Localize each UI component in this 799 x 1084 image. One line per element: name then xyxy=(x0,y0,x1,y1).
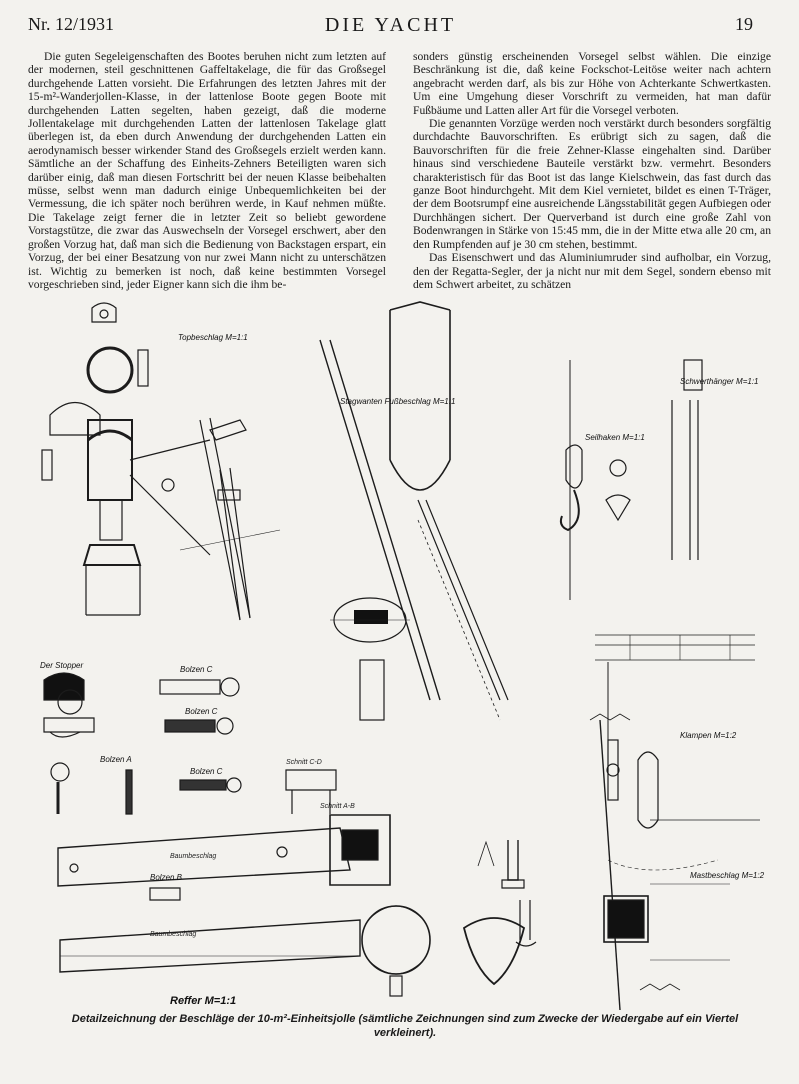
schwerthaenger-drawing xyxy=(561,360,759,772)
page-header xyxy=(28,14,753,40)
stopper-drawing xyxy=(40,661,94,737)
label-klampen: Klampen M=1:2 xyxy=(680,731,737,740)
label-mastbeschlag: Mastbeschlag M=1:2 xyxy=(690,871,765,880)
figure-caption: Detailzeichnung der Beschläge der 10-m²-Einheitsjolle (sämtliche Zeichnungen sind zum Zwecke der Wiedergabe auf ein Viertel verkleinert). xyxy=(71,1013,739,1039)
label-reffer: Reffer M=1:1 xyxy=(170,995,237,1007)
article-column-left xyxy=(28,50,386,291)
label-schnitt-ab: Schnitt A-B xyxy=(320,803,355,810)
paragraph: Die guten Segeleigenschaften des Bootes beruhen nicht zum letzten auf der modernen, steil geschnittenen Gaffeltakelage, die für das Großsegel durchgehende Latten vorsieht. Die Erfahrungen des letzten Jahres mit der 15-m²-Wanderjollen-Klasse, in der lattenlose Boote gegen Boote mit durchgehenden Latten segelten, haben gezeigt, daß die moderne Jollentakelage mit durchgehenden Latten der lattenlosen Takelage glatt überlegen ist, da eben durch Anwendung der durchgehenden Latten ein aerodynamisch besser wirkender Stand des Großsegels erzielt werden kann. Sämtliche an der Schaffung des Einheits-Zehners Beteiligten waren sich darüber einig, daß man diesen Fortschritt bei der neuen Klasse beibehalten müsse, selbst wenn man dadurch einige Unbequemlichkeiten bei der Vermessung, die ich später noch berühren werde, in Kauf nehmen müßte. Die Takelage zeigt ferner die in letzter Zeit so beliebt gewordene Vorstagstütze, die zwar das Auswechseln der Vorsegel erschwert, aber den großen Vorzug hat, daß man sich die Bedienung von Backstagen erspart, ein Vorzug, der bei einer Besatzung von nur zwei Mann nicht zu unterschätzen ist. Wichtig zu bemerken ist noch, daß keine bestimmten Vorsegel vorgeschrieben sind, jeder Eigner kann sich die ihm be- xyxy=(28,50,386,291)
label-stagwanten: Stagwanten Fußbeschlag M=1:1 xyxy=(340,397,456,406)
label-schnitt-cd: Schnitt C-D xyxy=(286,759,322,766)
klampen-mastbeschlag-drawing xyxy=(590,714,765,1010)
paragraph: sonders günstig erscheinenden Vorsegel selbst wählen. Die einzige Beschränkung ist die, daß keine Fockschot-Leitöse weiter nach achtern angebracht werden darf, als bis zur Höhe von Achterkante Schwertkasten. Um eine Umgehung dieser Vorschrift zu vermeiden, hat man dafür Fußbäume und Latten aller Art für die Vorsegel verboten. xyxy=(413,50,771,117)
label-baumbeschlag-2: Baumbeschlag xyxy=(150,931,197,938)
label-baumbeschlag: Baumbeschlag xyxy=(170,853,217,860)
label-bolzen-c-2: Bolzen C xyxy=(185,707,218,716)
label-der-stopper: Der Stopper xyxy=(40,661,84,670)
paragraph: Die genannten Vorzüge werden noch verstärkt durch besonders sorgfältig durchdachte Bauvorschriften. Es erübrigt sich zu sagen, daß die Bauvorschriften für die freie Zehner-Klasse eingehalten sind. Darüber hinaus sind verschiedene Bauteile verstärkt bzw. vermehrt. Besonders charakteristisch für das Boot ist das lange Kielschwein, das fast durch das ganze Boot hindurchgeht. Mit dem Kiel vernietet, bildet es einen T-Träger, der dem Bootsrumpf eine ausreichende Längsstabilität gegen Aufbiegen oder Durchhängen sichert. Der Querverband ist durch eine große Zahl von Bodenwrangen in Stärke von 15:45 mm, die in der Mitte etwa alle 20 cm, an den Rumpfenden auf je 30 cm stehen, bestimmt. xyxy=(413,117,772,251)
label-bolzen-b: Bolzen B xyxy=(150,873,183,882)
stagwanten-drawing xyxy=(320,302,508,720)
clamp-parts-drawing xyxy=(478,840,536,946)
label-bolzen-c-3: Bolzen C xyxy=(190,767,223,776)
reffer-drawing xyxy=(60,906,524,1007)
article-column-right xyxy=(413,50,771,291)
bolzen-a-drawing xyxy=(51,755,132,814)
issue-number: Nr. 12/1931 xyxy=(28,14,115,34)
topbeschlag-drawing xyxy=(88,303,248,392)
technical-drawing xyxy=(30,300,795,1015)
label-topbeschlag: Topbeschlag M=1:1 xyxy=(178,333,248,342)
article-body xyxy=(28,50,771,300)
label-schwerthaenger: Schwerthänger M=1:1 xyxy=(680,377,759,386)
page-number: 19 xyxy=(735,14,753,34)
label-bolzen-c-1: Bolzen C xyxy=(180,665,213,674)
paragraph: Das Eisenschwert und das Aluminiumruder sind aufholbar, ein Vorzug, den der Regatta-Segler, der ja nicht nur mit dem Segel, sondern ebenso mit dem Schwert arbeitet, zu schätzen xyxy=(413,251,771,291)
bolzen-c-drawing xyxy=(160,665,241,792)
label-bolzen-a: Bolzen A xyxy=(100,755,132,764)
mast-fitting-drawing xyxy=(42,403,280,621)
magazine-title: DIE YACHT xyxy=(324,14,457,36)
label-seilhaken: Seilhaken M=1:1 xyxy=(585,433,645,442)
